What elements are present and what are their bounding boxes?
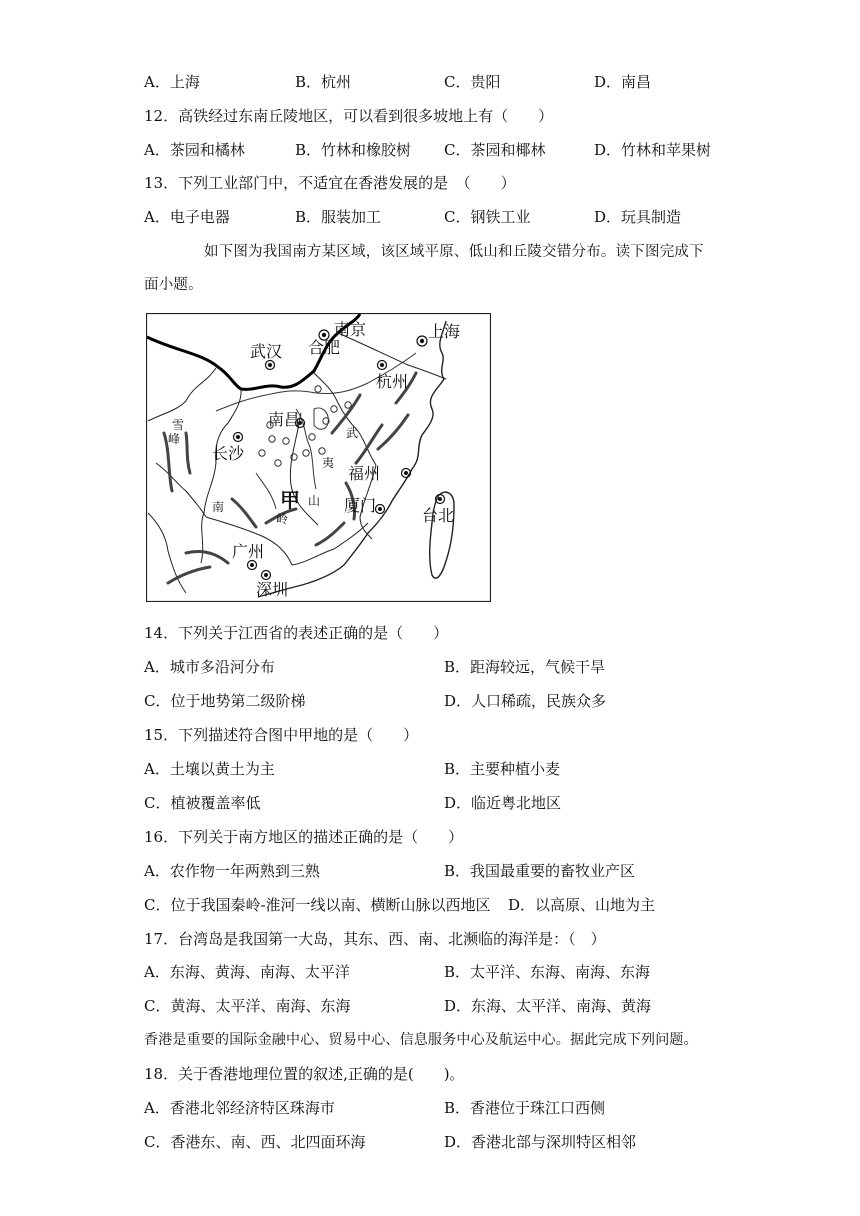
intro-paragraph-hongkong: 香港是重要的国际金融中心、贸易中心、信息服务中心及航运中心。据此完成下列问题。 (144, 1032, 698, 1048)
q11-option-c: C．贵阳 (444, 73, 501, 91)
q13-option-c: C．钢铁工业 (444, 208, 531, 226)
q12-option-d: D．竹林和苹果树 (594, 141, 712, 159)
q12-option-a: A．茶园和橘林 (144, 141, 245, 159)
q17-stem: 17．台湾岛是我国第一大岛，其东、西、南、北濒临的海洋是：（ ） (144, 930, 606, 948)
q15-option-d: D．临近粤北地区 (444, 794, 562, 812)
q14-option-b: B．距海较远，气候干旱 (444, 658, 606, 676)
q18-option-a: A．香港北邻经济特区珠海市 (144, 1099, 335, 1117)
mountain-label-nan: 南 (212, 500, 225, 514)
mountain-label-feng: 峰 (168, 432, 181, 446)
q15-option-c: C．植被覆盖率低 (144, 794, 261, 812)
q13-option-b: B．服装加工 (295, 208, 382, 226)
city-label-nanchang: 南昌 (268, 410, 301, 429)
q15-stem: 15．下列描述符合图中甲地的是（ ） (144, 726, 419, 744)
q17-option-c: C．黄海、太平洋、南海、东海 (144, 997, 351, 1015)
q14-option-a: A．城市多沿河分布 (144, 658, 275, 676)
city-label-shenzhen: 深圳 (256, 580, 289, 599)
city-label-xiamen: 厦门 (344, 496, 377, 515)
q16-option-c: C．位于我国秦岭-淮河一线以南、横断山脉以西地区 (144, 896, 491, 914)
city-label-hefei: 合肥 (308, 338, 341, 357)
q11-option-d: D．南昌 (594, 73, 652, 91)
city-label-hangzhou: 杭州 (376, 372, 409, 391)
q16-stem: 16．下列关于南方地区的描述正确的是（ ） (144, 828, 464, 846)
q18-stem: 18．关于香港地理位置的叙述,正确的是( )。 (144, 1065, 465, 1083)
q12-option-b: B．竹林和橡胶树 (295, 141, 412, 159)
q14-option-d: D．人口稀疏，民族众多 (444, 692, 607, 710)
region-label-jia: 甲 (280, 488, 300, 512)
q16-option-a: A．农作物一年两熟到三熟 (144, 862, 320, 880)
q15-option-a: A．土壤以黄土为主 (144, 760, 275, 778)
q17-option-a: A．东海、黄海、南海、太平洋 (144, 963, 350, 981)
q11-option-a: A．上海 (144, 73, 200, 91)
q18-option-c: C．香港东、南、西、北四面环海 (144, 1133, 366, 1151)
mountain-label-shan: 山 (308, 494, 321, 508)
q13-option-a: A．电子电器 (144, 208, 230, 226)
south-china-map (146, 313, 491, 602)
q18-option-b: B．香港位于珠江口西侧 (444, 1099, 606, 1117)
city-label-changsha: 长沙 (212, 444, 245, 463)
mountain-label-yi: 夷 (322, 456, 335, 470)
q13-option-d: D．玩具制造 (594, 208, 682, 226)
q12-stem: 12．高铁经过东南丘陵地区，可以看到很多坡地上有（ ） (144, 107, 554, 125)
mountain-label-xue: 雪 (172, 418, 185, 432)
q18-option-d: D．香港北部与深圳特区相邻 (444, 1133, 637, 1151)
q16-option-d: D．以高原、山地为主 (508, 896, 656, 914)
city-label-nanjing: 南京 (334, 320, 367, 339)
q12-option-c: C．茶园和椰林 (444, 141, 546, 159)
city-label-taipei: 台北 (422, 506, 455, 525)
mountain-label-wu: 武 (346, 426, 359, 440)
city-label-guangzhou: 广州 (232, 542, 265, 561)
mountain-label-ling: 岭 (276, 512, 289, 526)
q15-option-b: B．主要种植小麦 (444, 760, 561, 778)
q13-stem: 13．下列工业部门中，不适宜在香港发展的是 （ ） (144, 174, 516, 192)
city-label-fuzhou: 福州 (348, 464, 381, 483)
q14-stem: 14．下列关于江西省的表述正确的是（ ） (144, 624, 449, 642)
q17-option-d: D．东海、太平洋、南海、黄海 (444, 997, 652, 1015)
q16-option-b: B．我国最重要的畜牧业产区 (444, 862, 636, 880)
intro-paragraph-line1: 如下图为我国南方某区域，该区域平原、低山和丘陵交错分布。读下图完成下 (204, 244, 704, 260)
q14-option-c: C．位于地势第二级阶梯 (144, 692, 306, 710)
city-label-wuhan: 武汉 (250, 342, 283, 361)
city-label-shanghai: 上海 (428, 322, 461, 341)
q17-option-b: B．太平洋、东海、南海、东海 (444, 963, 651, 981)
intro-paragraph-line2: 面小题。 (144, 277, 203, 293)
q11-option-b: B．杭州 (295, 73, 352, 91)
